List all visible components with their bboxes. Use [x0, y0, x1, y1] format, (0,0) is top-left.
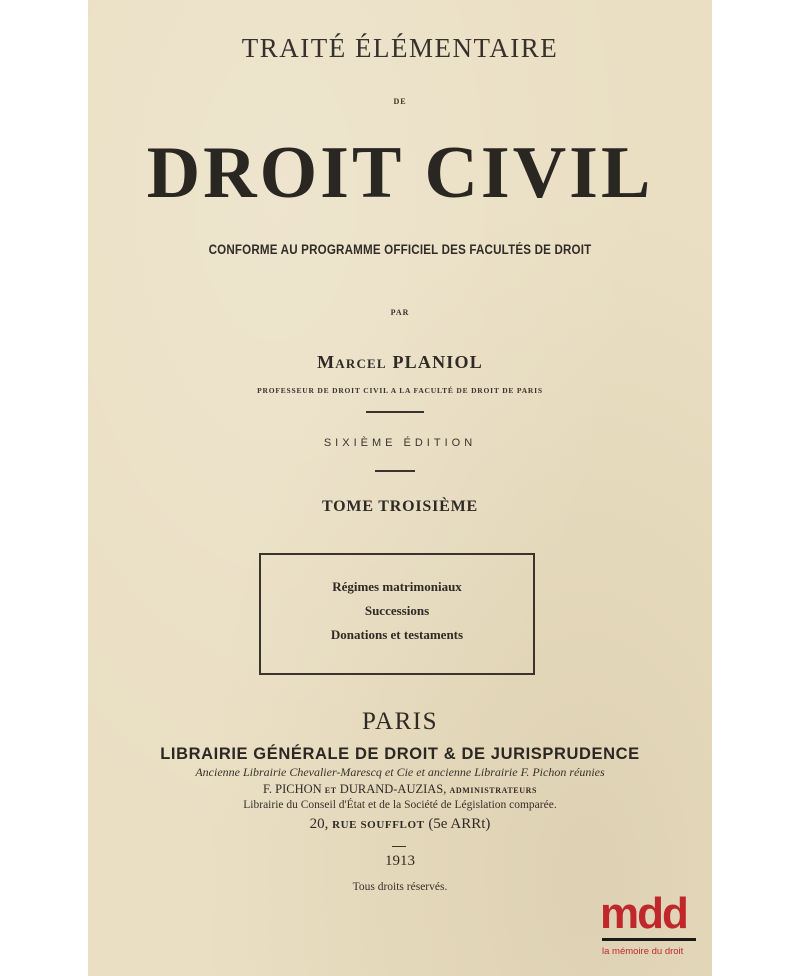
address	[88, 816, 712, 833]
mdd-logo	[600, 890, 700, 962]
logo-underline	[602, 938, 696, 941]
publication-year: 1913	[385, 853, 415, 869]
divider	[392, 846, 406, 847]
address-number: 20,	[309, 816, 329, 832]
author-name: Marcel PLANIOL	[317, 352, 483, 372]
logo-tagline: la mémoire du droit	[602, 946, 684, 957]
publisher-role: Librairie du Conseil d'État et de la Société de Législation comparée.	[243, 799, 557, 811]
author-title: PROFESSEUR DE DROIT CIVIL A LA FACULTÉ DE DROIT DE PARIS	[257, 386, 543, 395]
conjunction: ET	[324, 786, 337, 795]
administrators	[88, 782, 712, 797]
edition: SIXIÈME ÉDITION	[323, 437, 477, 449]
administrator-name: DURAND-AUZIAS,	[339, 782, 447, 796]
address-arrondissement: (5e ARRt)	[428, 816, 491, 832]
address-street: RUE SOUFFLOT	[332, 819, 425, 831]
preposition-de: DE	[393, 97, 407, 106]
logo-mark: mdd	[600, 889, 687, 938]
publisher: LIBRAIRIE GÉNÉRALE DE DROIT & DE JURISPRUDENCE	[160, 745, 640, 763]
treatise-title: TRAITÉ ÉLÉMENTAIRE	[241, 33, 559, 63]
administrator-name: F. PICHON	[262, 782, 322, 796]
preposition-par: PAR	[390, 308, 410, 317]
contents-item: Régimes matrimoniaux	[332, 579, 462, 594]
main-title: DROIT CIVIL	[146, 132, 654, 214]
publisher-history: Ancienne Librairie Chevalier-Marescq et Cie et ancienne Librairie F. Pichon réunies	[195, 765, 605, 779]
contents-item: Donations et testaments	[330, 627, 464, 642]
title-page	[88, 0, 712, 976]
city: PARIS	[361, 708, 439, 735]
divider	[366, 411, 424, 413]
volume: TOME TROISIÈME	[322, 498, 478, 515]
contents-item: Successions	[364, 603, 430, 618]
subtitle: CONFORME AU PROGRAMME OFFICIEL DES FACULTÉS DE DROIT	[208, 242, 592, 257]
rights-notice: Tous droits réservés.	[352, 881, 448, 893]
contents-box	[259, 553, 535, 675]
administrators-label: ADMINISTRATEURS	[449, 786, 538, 795]
divider	[375, 470, 415, 472]
